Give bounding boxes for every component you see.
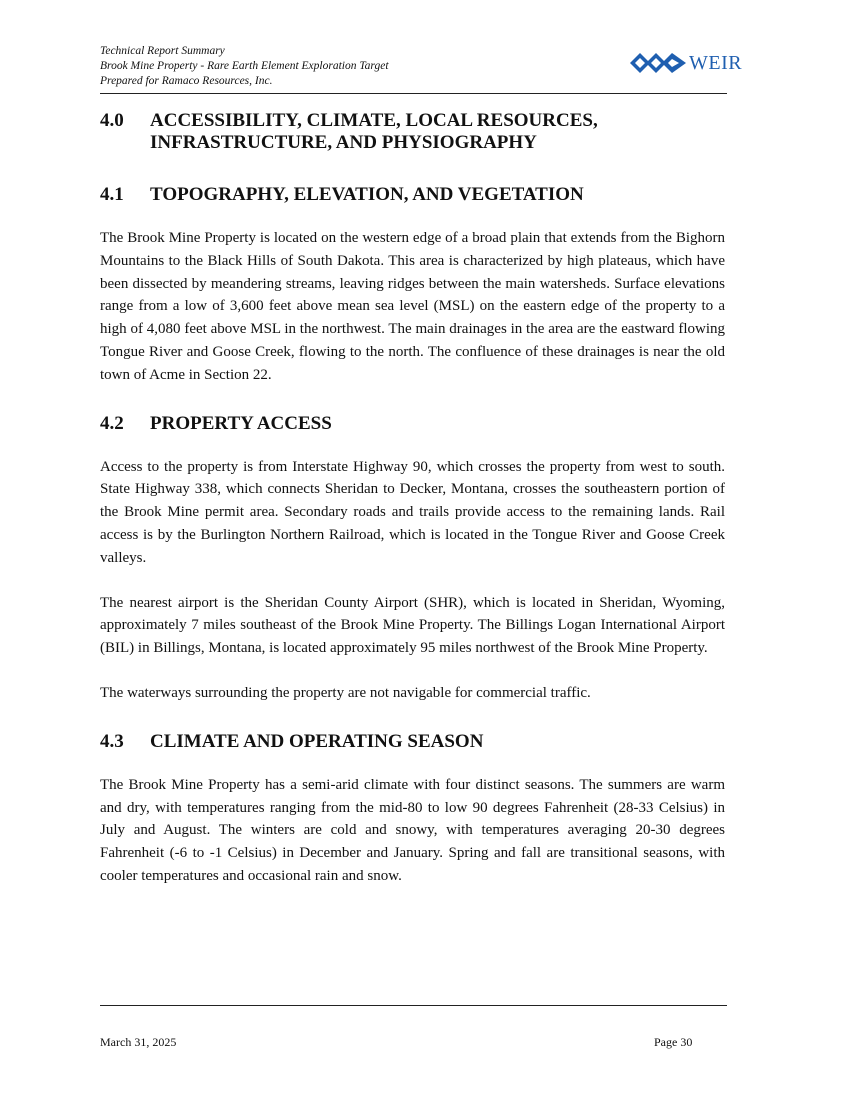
section-heading-4-0: [100, 110, 725, 154]
paragraph-topography: The Brook Mine Property is located on the western edge of a broad plain that extends from the Bighorn Mountains to the Black Hills of South Dakota. This area is characterized by high plateaus, which have been dissected by meandering streams, leaving ridges between the main watersheds. Surface elevations range from a low of 3,600 feet above mean sea level (MSL) on the eastern edge of the property to a high of 4,080 feet above MSL in the northwest. The main drainages in the area are the eastward flowing Tongue River and Goose Creek, flowing to the north. The confluence of these drainages is near the old town of Acme in Section 22.: [100, 230, 725, 383]
section-heading-4-3: [100, 730, 725, 754]
section-title: PROPERTY ACCESS: [150, 412, 332, 434]
section-title: TOPOGRAPHY, ELEVATION, AND VEGETATION: [150, 184, 584, 205]
paragraph-waterways: The waterways surrounding the property are not navigable for commercial traffic.: [100, 684, 591, 701]
section-number: 4.3: [100, 730, 124, 752]
section-heading-4-1: [100, 183, 725, 207]
footer-date: March 31, 2025: [100, 1035, 177, 1049]
section-title: CLIMATE AND OPERATING SEASON: [150, 730, 484, 752]
section-number: 4.0: [100, 110, 124, 131]
header-report-type: Technical Report Summary: [100, 45, 225, 57]
header-prepared-for: Prepared for Ramaco Resources, Inc.: [100, 75, 273, 87]
section-heading-4-2: [100, 412, 725, 436]
section-title-line-1: ACCESSIBILITY, CLIMATE, LOCAL RESOURCES,: [150, 110, 598, 131]
header-text-block: [100, 44, 389, 89]
page-header: [100, 44, 743, 94]
header-property-title: Brook Mine Property - Rare Earth Element Exploration Target: [100, 60, 389, 72]
paragraph-airport: The nearest airport is the Sheridan County Airport (SHR), which is located in Sheridan, Wyoming, approximately 7 miles southeast of the Brook Mine Property. The Billings Logan International Airport (BIL) in Billings, Montana, is located approximately 95 miles northwest of the Brook Mine Property.: [100, 594, 725, 657]
page-content: [100, 110, 725, 888]
paragraph-access: Access to the property is from Interstate Highway 90, which crosses the property from west to south. State Highway 338, which connects Sheridan to Decker, Montana, crosses the southeastern portion of the Brook Mine permit area. Secondary roads and trails provide access to the remaining lands. Rail access is by the Burlington Northern Railroad, which is located in the Tongue River and Goose Creek valleys.: [100, 458, 725, 566]
logo-wordmark: WEIR: [689, 52, 743, 74]
section-number: 4.2: [100, 412, 124, 434]
section-number: 4.1: [100, 184, 124, 205]
page-number: Page 30: [654, 1035, 693, 1049]
paragraph-climate: The Brook Mine Property has a semi-arid climate with four distinct seasons. The summers are warm and dry, with temperatures ranging from the mid-80 to low 90 degrees Fahrenheit (28-33 Celsius) in July and August. The winters are cold and snowy, with temperatures averaging 20-30 degrees Fahrenheit (-6 to -1 Celsius) in December and January. Spring and fall are transitional seasons, with cooler temperatures and occasional rain and snow.: [100, 776, 725, 884]
section-title-line-2: INFRASTRUCTURE, AND PHYSIOGRAPHY: [150, 132, 537, 153]
chevrons-logo-icon: [628, 50, 690, 76]
weir-logo: [628, 50, 750, 76]
footer-divider: [100, 1005, 727, 1006]
header-divider: [100, 93, 727, 94]
